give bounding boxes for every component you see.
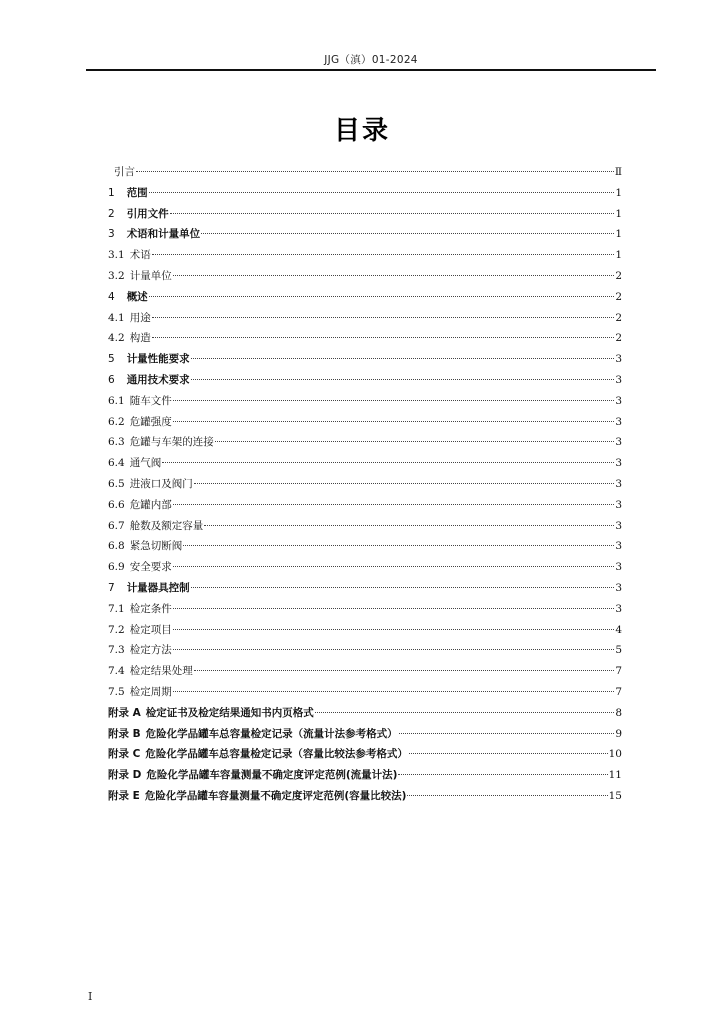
toc-entry-page: 7 bbox=[615, 685, 622, 698]
toc-entry-label: 检定证书及检定结果通知书内页格式 bbox=[145, 706, 314, 719]
toc-dot-leader bbox=[191, 358, 615, 359]
toc-entry-label: 检定方法 bbox=[129, 644, 172, 657]
toc-entry-page: 3 bbox=[615, 540, 622, 553]
toc-entry-label: 引用文件 bbox=[126, 207, 169, 220]
toc-entry-page: 7 bbox=[615, 665, 622, 678]
toc-entry[interactable] bbox=[108, 370, 622, 391]
toc-entry-number: 6 bbox=[108, 373, 115, 386]
toc-entry-page: Ⅱ bbox=[614, 166, 622, 178]
toc-entry[interactable] bbox=[108, 724, 622, 745]
toc-entry-label: 紧急切断阀 bbox=[129, 540, 183, 553]
toc-entry[interactable] bbox=[108, 578, 622, 599]
toc-entry-label: 术语和计量单位 bbox=[126, 228, 201, 241]
toc-entry-label: 检定条件 bbox=[129, 602, 172, 615]
toc-dot-leader bbox=[162, 462, 614, 463]
toc-entry-label: 术语 bbox=[129, 249, 151, 262]
toc-entry[interactable] bbox=[108, 453, 622, 474]
toc-dot-leader bbox=[201, 233, 614, 234]
toc-dot-leader bbox=[173, 649, 615, 650]
page-title: 目录 bbox=[333, 116, 390, 146]
toc-entry-page: 3 bbox=[615, 519, 622, 532]
toc-entry-label: 检定结果处理 bbox=[129, 665, 193, 678]
toc-entry-label: 危罐与车架的连接 bbox=[129, 436, 214, 449]
toc-entry[interactable] bbox=[108, 516, 622, 537]
toc-dot-leader bbox=[173, 566, 615, 567]
toc-entry-label: 危险化学品罐车容量测量不确定度评定范例(流量计法) bbox=[146, 769, 398, 782]
toc-entry-label: 检定周期 bbox=[129, 685, 172, 698]
toc-entry-page: 15 bbox=[608, 789, 622, 802]
toc-dot-leader bbox=[152, 337, 615, 338]
toc-entry-label: 范围 bbox=[126, 186, 148, 199]
toc-dot-leader bbox=[173, 504, 615, 505]
toc-dot-leader bbox=[152, 317, 615, 318]
toc-entry[interactable] bbox=[108, 412, 622, 433]
toc-entry-number: 2 bbox=[108, 207, 115, 220]
toc-entry[interactable] bbox=[108, 495, 622, 516]
toc-entry-label: 概述 bbox=[126, 290, 148, 303]
toc-entry-number: 附录 E bbox=[108, 789, 140, 802]
toc-entry-number: 附录 C bbox=[108, 748, 141, 761]
toc-entry[interactable] bbox=[108, 765, 622, 786]
toc-entry-label: 危险化学品罐车总容量检定记录（流量计法参考格式） bbox=[145, 727, 398, 740]
toc-dot-leader bbox=[194, 670, 615, 671]
toc-entry-label: 引言 bbox=[114, 166, 135, 178]
toc-dot-leader bbox=[398, 774, 607, 775]
toc-entry-page: 3 bbox=[615, 581, 622, 594]
header-rule bbox=[86, 69, 656, 71]
toc-entry-label: 进液口及阀门 bbox=[129, 477, 193, 490]
toc-entry-number: 6.7 bbox=[108, 519, 125, 532]
toc-entry[interactable] bbox=[108, 391, 622, 412]
toc-entry-number: 6.8 bbox=[108, 540, 125, 553]
toc-dot-leader bbox=[407, 795, 607, 796]
toc-entry[interactable] bbox=[108, 620, 622, 641]
toc-entry-page: 4 bbox=[615, 623, 622, 636]
toc-entry-number: 4.1 bbox=[108, 311, 125, 324]
toc-entry[interactable] bbox=[108, 599, 622, 620]
table-of-contents bbox=[108, 162, 622, 807]
document-code-header: JJG（滇）01-2024 bbox=[324, 54, 418, 66]
toc-entry-number: 3 bbox=[108, 228, 115, 241]
toc-entry-page: 1 bbox=[615, 228, 622, 241]
toc-entry-number: 7.4 bbox=[108, 665, 125, 678]
toc-entry-label: 通用技术要求 bbox=[126, 373, 190, 386]
toc-entry-label: 安全要求 bbox=[129, 561, 172, 574]
toc-entry-number: 7.2 bbox=[108, 623, 125, 636]
toc-entry[interactable] bbox=[108, 287, 622, 308]
toc-entry[interactable] bbox=[108, 432, 622, 453]
toc-entry-page: 3 bbox=[615, 394, 622, 407]
toc-entry-page: 5 bbox=[615, 644, 622, 657]
toc-entry-page: 2 bbox=[615, 290, 622, 303]
toc-entry-page: 3 bbox=[615, 457, 622, 470]
toc-entry[interactable] bbox=[108, 183, 622, 204]
toc-entry-number: 6.9 bbox=[108, 561, 125, 574]
toc-dot-leader bbox=[183, 545, 614, 546]
toc-entry-label: 危险化学品罐车总容量检定记录（容量比较法参考格式） bbox=[145, 748, 408, 761]
toc-dot-leader bbox=[152, 254, 615, 255]
toc-entry-label: 用途 bbox=[129, 311, 151, 324]
toc-dot-leader bbox=[399, 733, 615, 734]
toc-entry-label: 危险化学品罐车容量测量不确定度评定范例(容量比较法) bbox=[144, 789, 407, 802]
toc-dot-leader bbox=[136, 171, 614, 172]
toc-dot-leader bbox=[173, 421, 615, 422]
toc-entry-page: 9 bbox=[615, 727, 622, 740]
toc-entry-page: 2 bbox=[615, 311, 622, 324]
toc-entry-label: 通气阀 bbox=[129, 457, 162, 470]
toc-dot-leader bbox=[204, 525, 614, 526]
toc-entry-page: 3 bbox=[615, 373, 622, 386]
toc-entry-number: 7.3 bbox=[108, 644, 125, 657]
toc-entry-label: 舱数及额定容量 bbox=[129, 519, 204, 532]
toc-entry[interactable] bbox=[108, 349, 622, 370]
toc-entry[interactable] bbox=[108, 640, 622, 661]
toc-entry[interactable] bbox=[108, 703, 622, 724]
toc-dot-leader bbox=[173, 400, 615, 401]
toc-entry-page: 2 bbox=[615, 269, 622, 282]
page-number-footer: I bbox=[88, 990, 93, 1003]
toc-dot-leader bbox=[149, 192, 615, 193]
toc-entry[interactable] bbox=[108, 744, 622, 765]
toc-dot-leader bbox=[315, 712, 615, 713]
toc-entry-page: 3 bbox=[615, 498, 622, 511]
toc-entry[interactable] bbox=[108, 536, 622, 557]
toc-entry-label: 检定项目 bbox=[129, 623, 172, 636]
toc-dot-leader bbox=[173, 629, 615, 630]
toc-entry-page: 1 bbox=[615, 207, 622, 220]
toc-entry-page: 8 bbox=[615, 706, 622, 719]
toc-entry[interactable] bbox=[108, 682, 622, 703]
toc-dot-leader bbox=[191, 587, 615, 588]
toc-dot-leader bbox=[173, 608, 615, 609]
toc-entry-label: 随车文件 bbox=[129, 394, 172, 407]
toc-dot-leader bbox=[173, 275, 615, 276]
toc-dot-leader bbox=[170, 213, 615, 214]
toc-entry[interactable] bbox=[108, 266, 622, 287]
toc-entry-number: 附录 B bbox=[108, 727, 141, 740]
toc-entry-number: 6.2 bbox=[108, 415, 125, 428]
toc-entry-page: 1 bbox=[615, 186, 622, 199]
toc-entry[interactable] bbox=[108, 245, 622, 266]
toc-entry-number: 7 bbox=[108, 581, 115, 594]
toc-entry-page: 11 bbox=[608, 769, 622, 782]
toc-entry-label: 构造 bbox=[129, 332, 151, 345]
toc-dot-leader bbox=[194, 483, 615, 484]
toc-entry[interactable] bbox=[108, 162, 622, 183]
toc-entry-label: 计量单位 bbox=[129, 269, 172, 282]
toc-entry[interactable] bbox=[108, 786, 622, 807]
toc-entry-number: 附录 A bbox=[108, 706, 141, 719]
toc-dot-leader bbox=[215, 441, 615, 442]
toc-entry-number: 7.1 bbox=[108, 602, 125, 615]
toc-entry[interactable] bbox=[108, 328, 622, 349]
toc-entry-label: 计量器具控制 bbox=[126, 581, 190, 594]
toc-dot-leader bbox=[149, 296, 615, 297]
toc-entry-number: 4.2 bbox=[108, 332, 125, 345]
toc-entry-page: 2 bbox=[615, 332, 622, 345]
toc-entry[interactable] bbox=[108, 308, 622, 329]
toc-dot-leader bbox=[173, 691, 615, 692]
toc-entry-number: 6.1 bbox=[108, 394, 125, 407]
toc-entry-number: 6.4 bbox=[108, 457, 125, 470]
toc-entry-number: 7.5 bbox=[108, 685, 125, 698]
toc-entry-label: 计量性能要求 bbox=[126, 353, 190, 366]
toc-entry-label: 危罐内部 bbox=[129, 498, 172, 511]
toc-entry-number: 3.2 bbox=[108, 269, 125, 282]
toc-entry-page: 3 bbox=[615, 353, 622, 366]
toc-entry-page: 1 bbox=[615, 249, 622, 262]
toc-entry-page: 3 bbox=[615, 477, 622, 490]
toc-entry-number: 4 bbox=[108, 290, 115, 303]
toc-entry[interactable] bbox=[108, 224, 622, 245]
toc-entry-number: 6.6 bbox=[108, 498, 125, 511]
toc-entry-page: 3 bbox=[615, 602, 622, 615]
toc-dot-leader bbox=[191, 379, 615, 380]
toc-entry-number: 6.5 bbox=[108, 477, 125, 490]
toc-entry-number: 附录 D bbox=[108, 769, 142, 782]
toc-entry[interactable] bbox=[108, 474, 622, 495]
toc-entry-number: 1 bbox=[108, 186, 115, 199]
toc-entry-label: 危罐强度 bbox=[129, 415, 172, 428]
toc-entry[interactable] bbox=[108, 557, 622, 578]
toc-entry-page: 3 bbox=[615, 436, 622, 449]
toc-entry-number: 3.1 bbox=[108, 249, 125, 262]
toc-entry-number: 5 bbox=[108, 353, 115, 366]
toc-entry-page: 3 bbox=[615, 415, 622, 428]
toc-dot-leader bbox=[409, 753, 608, 754]
toc-entry-page: 3 bbox=[615, 561, 622, 574]
toc-entry[interactable] bbox=[108, 204, 622, 225]
toc-entry[interactable] bbox=[108, 661, 622, 682]
toc-entry-page: 10 bbox=[608, 748, 622, 761]
toc-entry-number: 6.3 bbox=[108, 436, 125, 449]
